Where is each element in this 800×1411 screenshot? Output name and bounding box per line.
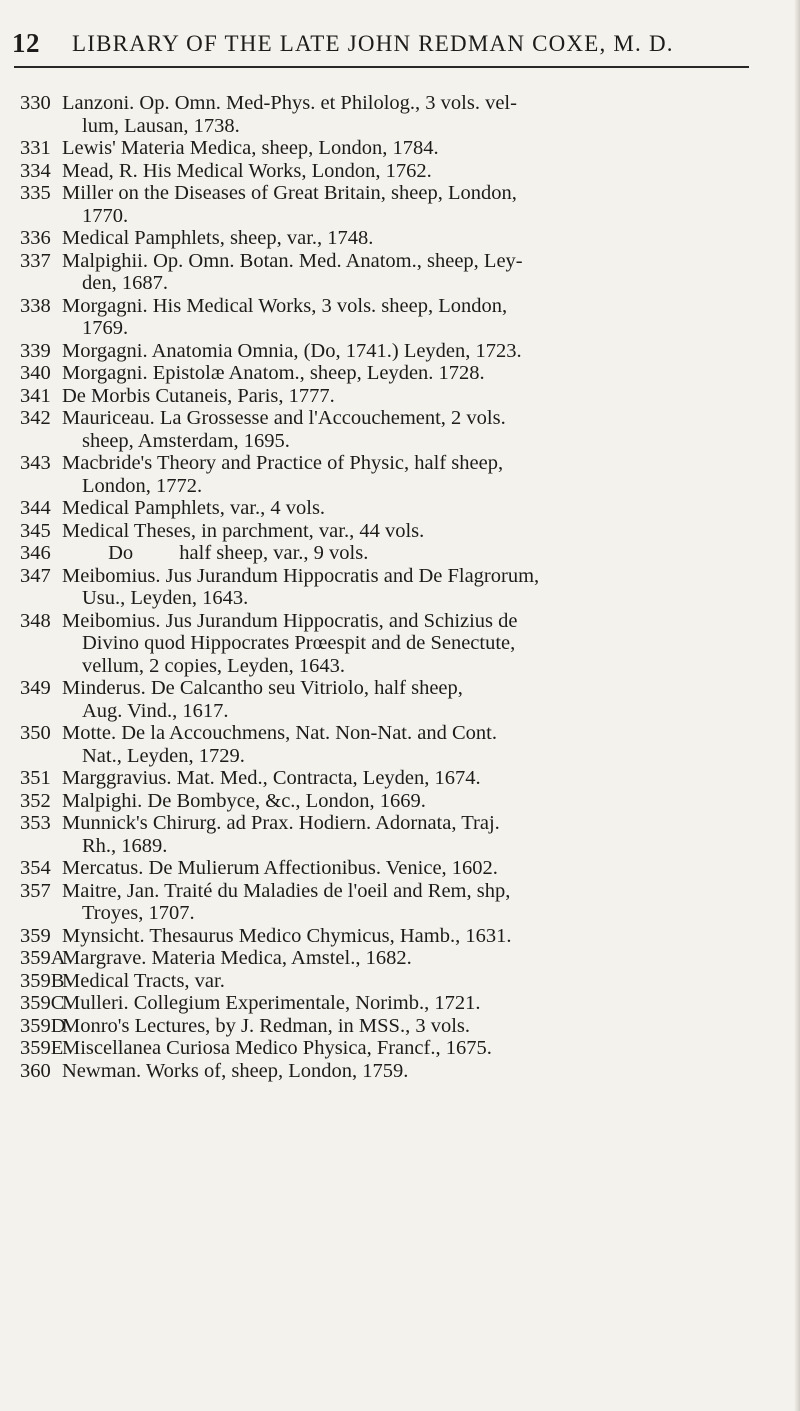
entry-number: 359C [20, 992, 65, 1014]
entry-number: 348 [20, 609, 51, 632]
entry-text-line: Minderus. De Calcantho seu Vitriolo, half sheep, [62, 677, 463, 699]
catalog-entry [20, 182, 772, 227]
entry-text-line: Monro's Lectures, by J. Redman, in MSS., 3 vols. [62, 1014, 470, 1037]
catalog-entry [20, 160, 772, 183]
entry-number: 352 [20, 789, 51, 812]
page-edge-shadow [794, 0, 800, 1411]
catalog-entry [20, 947, 772, 970]
entry-number: 359E [20, 1037, 64, 1059]
entry-number: 347 [20, 564, 51, 587]
entry-text-line: Maitre, Jan. Traité du Maladies de l'oeil and Rem, shp, [62, 879, 511, 902]
entry-number: 336 [20, 227, 51, 249]
entry-text-line: Miscellanea Curiosa Medico Physica, Francf., 1675. [62, 1037, 492, 1059]
catalog-entry [20, 385, 772, 408]
entry-number: 331 [20, 137, 51, 159]
entry-text-line: Malpighii. Op. Omn. Botan. Med. Anatom., sheep, Ley- [62, 249, 523, 272]
entry-text-line: Newman. Works of, sheep, London, 1759. [62, 1059, 409, 1082]
page-number: 12 [12, 28, 40, 58]
entry-text-line: Meibomius. Jus Jurandum Hippocratis, and Schizius de [62, 609, 518, 632]
entry-text-line: den, 1687. [82, 272, 168, 294]
catalog-entry [20, 722, 772, 767]
entry-text-line: Medical Pamphlets, var., 4 vols. [62, 497, 326, 519]
entry-number: 338 [20, 294, 51, 317]
catalog-entry [20, 880, 772, 925]
entry-text-line: Troyes, 1707. [82, 902, 195, 924]
entry-text-line: De Morbis Cutaneis, Paris, 1777. [62, 384, 335, 407]
entry-number: 345 [20, 519, 51, 542]
entry-text-line: Mauriceau. La Grossesse and l'Accouchement, 2 vols. [62, 407, 506, 429]
entry-text-line: Mead, R. His Medical Works, London, 1762. [62, 159, 432, 182]
entry-text-line: Mulleri. Collegium Experimentale, Norimb., 1721. [62, 992, 481, 1014]
catalog-entry [20, 970, 772, 993]
entry-number: 342 [20, 407, 51, 429]
entry-text-line: Miller on the Diseases of Great Britain, sheep, London, [62, 182, 517, 204]
entry-text-line: Meibomius. Jus Jurandum Hippocratis and De Flagrorum, [62, 564, 540, 587]
entry-number: 359D [20, 1014, 66, 1037]
catalog-entry [20, 677, 772, 722]
entry-number: 351 [20, 767, 51, 789]
entry-text-line: Medical Theses, in parchment, var., 44 vols. [62, 519, 425, 542]
catalog-entry [20, 1015, 772, 1038]
header-rule [14, 66, 749, 68]
catalog-entry [20, 340, 772, 363]
catalog-entry [20, 452, 772, 497]
entry-number: 330 [20, 92, 51, 114]
catalog-entry [20, 610, 772, 678]
entry-number: 353 [20, 812, 51, 834]
catalog-entry [20, 227, 772, 250]
entry-text-line: Usu., Leyden, 1643. [82, 587, 249, 609]
entry-number: 335 [20, 182, 51, 204]
catalog-entry [20, 295, 772, 340]
entry-number: 354 [20, 857, 51, 879]
catalog-entry [20, 992, 772, 1015]
entry-number: 343 [20, 452, 51, 474]
entry-text-line: vellum, 2 copies, Leyden, 1643. [82, 654, 346, 677]
entry-number: 344 [20, 497, 51, 519]
entry-text-line: Medical Tracts, var. [62, 969, 225, 992]
entry-text-line: Mercatus. De Mulierum Affectionibus. Venice, 1602. [62, 857, 498, 879]
entry-text-line: Divino quod Hippocrates Prœespit and de Senectute, [82, 632, 516, 654]
running-head: LIBRARY OF THE LATE JOHN REDMAN COXE, M. D. [72, 31, 674, 56]
entry-text-line: Aug. Vind., 1617. [82, 699, 229, 722]
entry-text-line: lum, Lausan, 1738. [82, 114, 240, 137]
entry-number: 359A [20, 947, 66, 969]
catalog-entry [20, 565, 772, 610]
entry-text-line: Morgagni. Epistolæ Anatom., sheep, Leyden. 1728. [62, 362, 485, 384]
entry-text-line: Macbride's Theory and Practice of Physic, half sheep, [62, 452, 504, 474]
entry-text-line: Lanzoni. Op. Omn. Med-Phys. et Philolog., 3 vols. vel- [62, 92, 517, 114]
catalog-entry [20, 925, 772, 948]
entry-number: 357 [20, 879, 51, 902]
entry-number: 339 [20, 339, 51, 362]
entry-text-line: Motte. De la Accouchmens, Nat. Non-Nat. and Cont. [62, 722, 497, 744]
entry-text-line: Rh., 1689. [82, 834, 168, 857]
catalog-entry [20, 542, 772, 565]
entry-text-line: Lewis' Materia Medica, sheep, London, 1784. [62, 137, 439, 159]
catalog-entry [20, 1060, 772, 1083]
catalog-entry [20, 497, 772, 520]
catalog-entry [20, 812, 772, 857]
entry-number: 359B [20, 969, 65, 992]
entry-text-line: Margrave. Materia Medica, Amstel., 1682. [62, 947, 412, 969]
catalog-entry [20, 92, 772, 137]
entry-text-line: Marggravius. Mat. Med., Contracta, Leyden, 1674. [62, 767, 481, 789]
catalog-entry [20, 790, 772, 813]
catalog-entry [20, 250, 772, 295]
entry-number: 360 [20, 1059, 51, 1082]
entry-number: 334 [20, 159, 51, 182]
entry-number: 341 [20, 384, 51, 407]
entry-text-line: 1769. [82, 317, 129, 339]
entry-text-line: Nat., Leyden, 1729. [82, 744, 245, 767]
entry-text-line: London, 1772. [82, 474, 203, 497]
catalog-entry-list [20, 92, 772, 1082]
entry-number: 340 [20, 362, 51, 384]
entry-text-line: Munnick's Chirurg. ad Prax. Hodiern. Adornata, Traj. [62, 812, 500, 834]
entry-text-line: Morgagni. Anatomia Omnia, (Do, 1741.) Leyden, 1723. [62, 339, 522, 362]
catalog-entry [20, 137, 772, 160]
entry-text-line: Morgagni. His Medical Works, 3 vols. sheep, London, [62, 294, 508, 317]
entry-number: 350 [20, 722, 51, 744]
catalog-entry [20, 857, 772, 880]
page-header [12, 28, 752, 64]
catalog-entry [20, 520, 772, 543]
entry-number: 359 [20, 924, 51, 947]
entry-text-line: Do half sheep, var., 9 vols. [62, 542, 369, 564]
catalog-entry [20, 362, 772, 385]
entry-text-line: 1770. [82, 204, 129, 227]
entry-text-line: Medical Pamphlets, sheep, var., 1748. [62, 227, 374, 249]
entry-number: 346 [20, 542, 51, 564]
catalog-entry [20, 767, 772, 790]
entry-number: 337 [20, 249, 51, 272]
catalog-entry [20, 1037, 772, 1060]
catalog-entry [20, 407, 772, 452]
entry-text-line: Malpighi. De Bombyce, &c., London, 1669. [62, 789, 426, 812]
entry-number: 349 [20, 677, 51, 699]
entry-text-line: sheep, Amsterdam, 1695. [82, 429, 290, 452]
entry-text-line: Mynsicht. Thesaurus Medico Chymicus, Hamb., 1631. [62, 924, 512, 947]
